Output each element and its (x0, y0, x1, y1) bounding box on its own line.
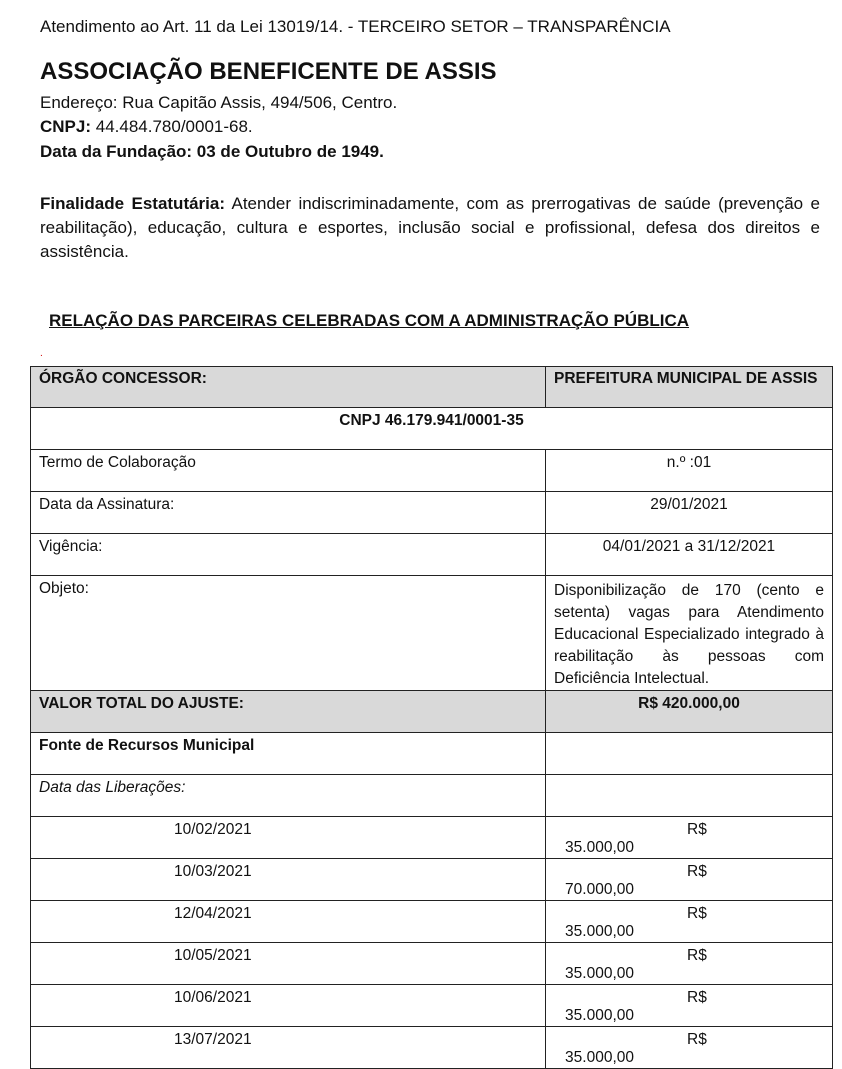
term-value: n.º :01 (546, 450, 833, 492)
source-empty-cell (546, 733, 833, 775)
partnership-table (30, 366, 833, 1069)
release-amount: 70.000,00 (565, 881, 634, 898)
releases-label: Data das Liberações: (31, 775, 546, 817)
release-amount: 35.000,00 (565, 965, 634, 982)
cnpj-label: CNPJ: (40, 117, 92, 136)
release-currency: R$ (687, 1031, 707, 1048)
release-amount-cell (546, 901, 833, 943)
release-amount: 35.000,00 (565, 839, 634, 856)
release-amount-cell (546, 817, 833, 859)
release-row (31, 817, 833, 859)
cnpj-line (40, 117, 253, 137)
signature-label: Data da Assinatura: (31, 492, 546, 534)
statutory-purpose (40, 192, 820, 264)
release-date: 10/06/2021 (31, 985, 546, 1027)
purpose-text: Atender indiscriminadamente, com as prerrogativas de saúde (prevenção e reabilitação), educação, cultura e esportes, inclusão social e profissional, defesa dos direitos e assistência. (40, 194, 820, 261)
release-row (31, 901, 833, 943)
releases-header-row (31, 775, 833, 817)
release-amount-cell (546, 1027, 833, 1069)
release-row (31, 1027, 833, 1069)
validity-label: Vigência: (31, 534, 546, 576)
release-row (31, 985, 833, 1027)
release-amount-cell (546, 859, 833, 901)
validity-row (31, 534, 833, 576)
release-amount: 35.000,00 (565, 1007, 634, 1024)
stray-mark: . (40, 348, 43, 359)
releases-empty-cell (546, 775, 833, 817)
release-currency: R$ (687, 989, 707, 1006)
total-label: VALOR TOTAL DO AJUSTE: (31, 691, 546, 733)
cnpj-value: 44.484.780/0001-68. (91, 117, 253, 136)
validity-value: 04/01/2021 a 31/12/2021 (546, 534, 833, 576)
total-row (31, 691, 833, 733)
signature-row (31, 492, 833, 534)
release-amount: 35.000,00 (565, 1049, 634, 1066)
release-date: 10/02/2021 (31, 817, 546, 859)
release-currency: R$ (687, 905, 707, 922)
term-row (31, 450, 833, 492)
total-value: R$ 420.000,00 (546, 691, 833, 733)
transparency-note: Atendimento ao Art. 11 da Lei 13019/14. - TERCEIRO SETOR – TRANSPARÊNCIA (40, 17, 671, 36)
release-date: 10/03/2021 (31, 859, 546, 901)
organization-name: ASSOCIAÇÃO BENEFICENTE DE ASSIS (40, 58, 497, 85)
release-date: 12/04/2021 (31, 901, 546, 943)
purpose-label: Finalidade Estatutária: (40, 194, 226, 213)
release-amount-cell (546, 943, 833, 985)
release-date: 10/05/2021 (31, 943, 546, 985)
grantor-cnpj: CNPJ 46.179.941/0001-35 (31, 408, 833, 450)
term-label: Termo de Colaboração (31, 450, 546, 492)
grantor-row (31, 367, 833, 408)
release-row (31, 859, 833, 901)
foundation-date: Data da Fundação: 03 de Outubro de 1949. (40, 142, 384, 161)
source-label: Fonte de Recursos Municipal (31, 733, 546, 775)
release-currency: R$ (687, 947, 707, 964)
release-date: 13/07/2021 (31, 1027, 546, 1069)
release-currency: R$ (687, 863, 707, 880)
release-amount-cell (546, 985, 833, 1027)
object-label: Objeto: (31, 576, 546, 691)
release-amount: 35.000,00 (565, 923, 634, 940)
release-currency: R$ (687, 821, 707, 838)
grantor-label: ÓRGÃO CONCESSOR: (31, 367, 546, 408)
grantor-cnpj-row (31, 408, 833, 450)
object-row (31, 576, 833, 691)
grantor-value: PREFEITURA MUNICIPAL DE ASSIS (546, 367, 833, 408)
object-value: Disponibilização de 170 (cento e setenta) vagas para Atendimento Educacional Especializado integrado à reabilitação às pessoas com Deficiência Intelectual. (546, 576, 833, 691)
source-row (31, 733, 833, 775)
release-row (31, 943, 833, 985)
section-title: RELAÇÃO DAS PARCEIRAS CELEBRADAS COM A ADMINISTRAÇÃO PÚBLICA (49, 311, 690, 330)
address-line: Endereço: Rua Capitão Assis, 494/506, Centro. (40, 93, 398, 112)
signature-value: 29/01/2021 (546, 492, 833, 534)
